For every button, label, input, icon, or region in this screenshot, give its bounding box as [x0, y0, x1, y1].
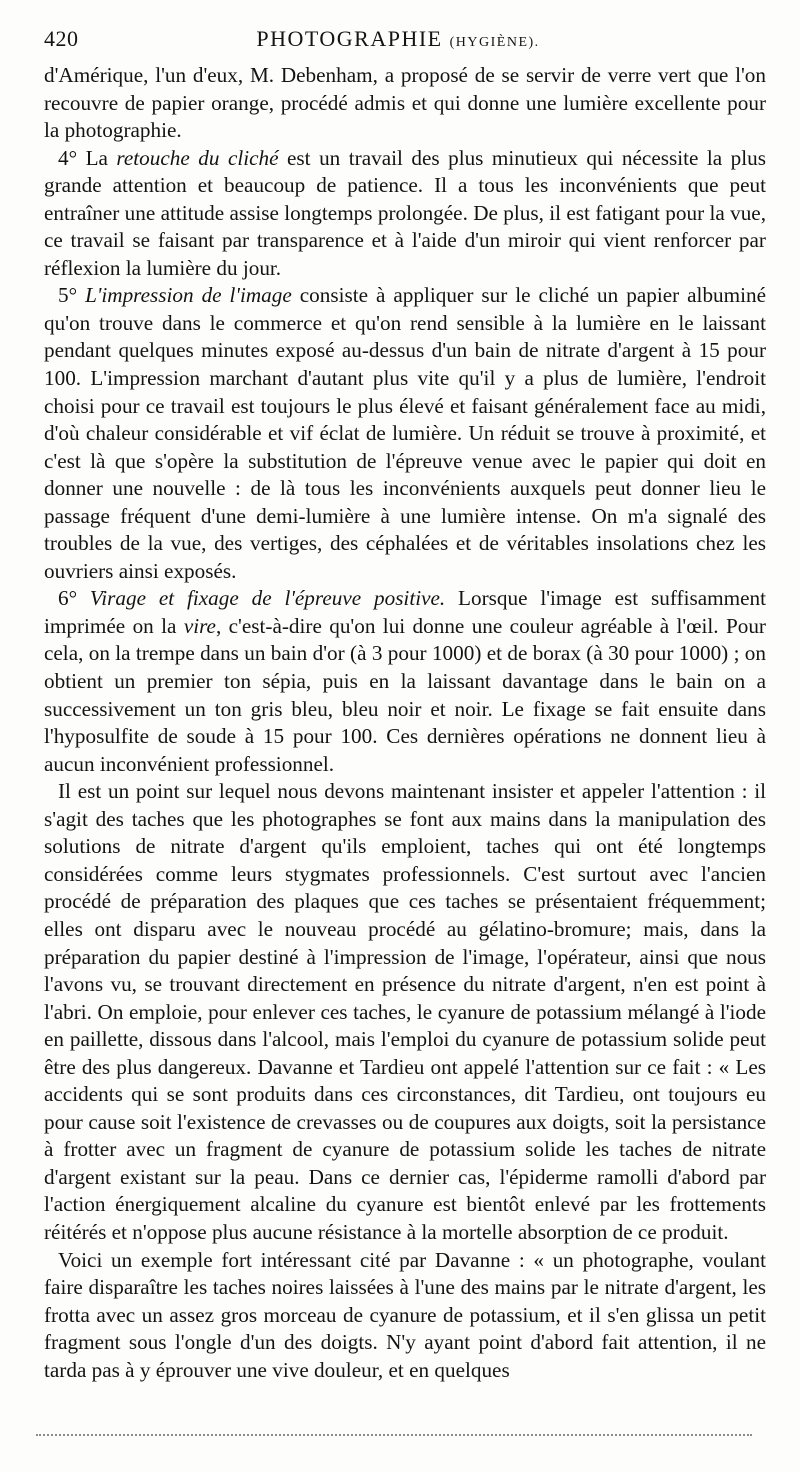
running-title-main: PHOTOGRAPHIE	[256, 26, 443, 51]
paragraph	[44, 282, 766, 585]
running-title-sub: (HYGIÈNE).	[449, 35, 540, 50]
text-run: d'Amérique, l'un d'eux, M. Debenham, a proposé de se servir de verre vert que l'on recouvre de papier orange, procédé admis et qui donne une lumière excellente pour la photographie.	[44, 63, 766, 143]
text-run: Il est un point sur lequel nous devons maintenant insister et appeler l'attention : il s'agit des taches que les photographes se font aux mains dans la manipulation des solutions de nitrate d'argent qu'ils emploient, taches qui ont été longtemps considérées comme leurs stygmates professionnels. C'est surtout avec l'ancien procédé de préparation des plaques que ces taches se présentaient fréquemment; elles ont disparu avec le nouveau procédé au gélatino-bromure; mais, dans la préparation du papier destiné à l'impression de l'image, l'opérateur, ainsi que nous l'avons vu, se trouvant directement en présence du nitrate d'argent, n'en est point à l'abri. On emploie, pour enlever ces taches, le cyanure de potassium mélangé à l'iode en paillette, dissous dans l'alcool, mais l'emploi du cyanure de potassium solide peut être des plus dangereux. Davanne et Tardieu ont appelé l'attention sur ce fait : « Les accidents qui se sont produits dans ces circonstances, dit Tardieu, ont toujours eu pour cause soit l'existence de crevasses ou de coupures aux doigts, soit la persistance à frotter avec un fragment de cyanure de potassium solide les taches de nitrate d'argent existant sur la peau. Dans ce dernier cas, l'épiderme ramolli d'abord par l'action énergiquement alcaline du cyanure est bientôt enlevé par les frottements réitérés et n'oppose plus aucune résistance à la mortelle absorption de ce produit.	[44, 779, 766, 1244]
italic-run: retouche du cliché	[116, 145, 279, 170]
body-text	[44, 62, 766, 1384]
running-header	[44, 22, 752, 56]
text-run: Lorsque l'image est suffisamment imprimée on la	[44, 586, 766, 638]
page-number: 420	[44, 26, 79, 51]
italic-run: vire	[183, 613, 216, 638]
paragraph	[44, 62, 766, 145]
text-run: 4° La	[58, 145, 117, 170]
footer-dotted-rule	[36, 1434, 752, 1436]
paragraph	[44, 585, 766, 778]
italic-run: Virage et fixage de l'épreuve positive.	[89, 586, 446, 611]
paragraph	[44, 778, 766, 1246]
text-run: 6°	[58, 586, 90, 611]
text-run: , c'est-à-dire qu'on lui donne une couleur agréable à l'œil. Pour cela, on la trempe dans un bain d'or (à 3 pour 1000) et de borax (à 30 pour 1000) ; on obtient un premier ton sépia, puis en la laissant davantage dans le bain on a successivement un ton gris bleu, bleu noir et noir. Le fixage se fait ensuite dans l'hyposulfite de soude à 15 pour 100. Ces dernières opérations ne donnent lieu à aucun inconvénient professionnel.	[44, 613, 766, 776]
italic-run: L'impression de l'image	[85, 283, 292, 308]
text-run: consiste à appliquer sur le cliché un papier albuminé qu'on trouve dans le commerce et qu'on rend sensible à la lumière en le laissant pendant quelques minutes exposé au-dessus d'un bain de nitrate d'argent à 15 pour 100. L'impression marchant d'autant plus vite qu'il y a plus de lumière, l'endroit choisi pour ce travail est toujours le plus élevé et faisant généralement face au midi, d'où chaleur considérable et vif éclat de lumière. Un réduit se trouve à proximité, et c'est là que s'opère la substitution de l'épreuve venue avec le papier qui doit en donner une nouvelle : de là tous les inconvénients auxquels peut donner lieu le passage fréquent d'une demi-lumière à une lumière intense. On m'a signalé des troubles de la vue, des vertiges, des céphalées et de véritables insolations chez les ouvriers ainsi exposés.	[44, 283, 766, 583]
text-run: Voici un exemple fort intéressant cité par Davanne : « un photographe, voulant faire disparaître les taches noires laissées à l'une des mains par le nitrate d'argent, les frotta avec un assez gros morceau de cyanure de potassium, et il s'en glissa un petit fragment sous l'ongle d'un des doigts. N'y ayant point d'abord fait attention, il ne tarda pas à y éprouver une vive douleur, et en quelques	[44, 1247, 766, 1382]
text-run: est un travail des plus minutieux qui nécessite la plus grande attention et beaucoup de patience. Il a tous les inconvénients que peut entraîner une attitude assise longtemps prolongée. De plus, il est fatigant pour la vue, ce travail se faisant par transparence et à l'aide d'un miroir qui vient renforcer par réflexion la lumière du jour.	[44, 145, 766, 280]
paragraph	[44, 1247, 766, 1385]
running-title	[44, 22, 752, 60]
text-run: 5°	[58, 283, 86, 308]
paragraph	[44, 145, 766, 283]
